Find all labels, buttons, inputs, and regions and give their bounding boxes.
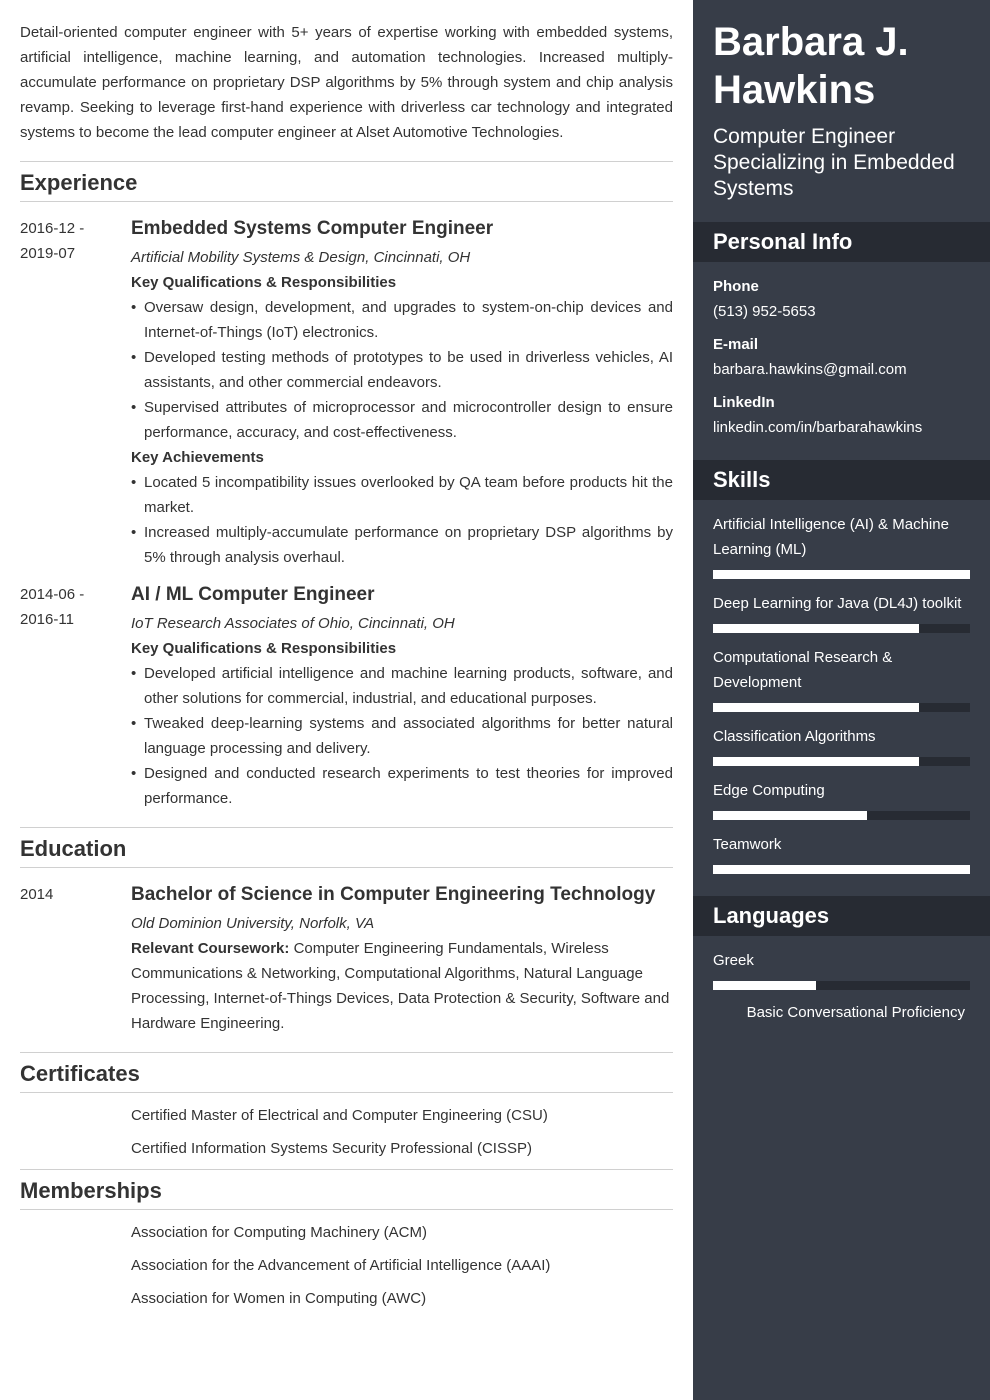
list-item: • Developed testing methods of prototypes to be used in driverless vehicles, AI assistants, and other commercial endeavors.	[131, 345, 673, 395]
skill-bar-fill	[713, 865, 970, 874]
language-bar-fill	[713, 981, 816, 990]
employer: IoT Research Associates of Ohio, Cincinnati, OH	[131, 615, 455, 632]
skills-heading: Skills	[693, 460, 990, 500]
experience-section-header	[20, 161, 673, 202]
email-value: barbara.hawkins@gmail.com	[713, 361, 907, 378]
sidebar	[693, 0, 990, 1400]
skill-bar	[713, 757, 970, 766]
certificates-heading: Certificates	[20, 1061, 140, 1086]
summary: Detail-oriented computer engineer with 5+ years of expertise working with embedded systems, artificial intelligence, machine learning, and automation technologies. Increased multiply-accumulate performance on proprietary DSP algorithms by 5% through system and chip analysis revamp. Seeking to leverage first-hand experience with driverless car technology and integrated systems to become the lead computer engineer at Alset Automotive Technologies.	[20, 24, 673, 141]
membership-item: Association for the Advancement of Artificial Intelligence (AAAI)	[131, 1257, 551, 1274]
languages-list	[693, 948, 990, 1025]
coursework-text: Computer Engineering Fundamentals, Wireless Communications & Networking, Computational Algorithms, Natural Language Processing, Internet-of-Things Devices, Data Protection & Security, Software and Hardware Engineering.	[131, 940, 670, 1032]
skill-bar	[713, 703, 970, 712]
language-bar	[713, 981, 970, 990]
skill-bar	[713, 570, 970, 579]
skill-item	[713, 645, 970, 712]
skill-item	[713, 832, 970, 874]
phone-label: Phone	[713, 278, 759, 295]
language-item	[713, 948, 970, 1025]
list-item: • Located 5 incompatibility issues overlooked by QA team before products hit the market.	[131, 470, 673, 520]
achievements-list	[131, 470, 673, 570]
linkedin-label: LinkedIn	[713, 394, 775, 411]
experience-entry	[20, 582, 673, 811]
skill-item	[713, 724, 970, 766]
membership-item: Association for Computing Machinery (ACM)	[131, 1224, 427, 1241]
date-end: 2019-07	[20, 245, 76, 262]
skill-item	[713, 778, 970, 820]
date-start: 2014-06 -	[20, 586, 85, 603]
date-start: 2016-12 -	[20, 220, 85, 237]
list-item: • Tweaked deep-learning systems and associated algorithms for better natural language processing and delivery.	[131, 711, 673, 761]
experience-entry	[20, 216, 673, 570]
languages-heading: Languages	[693, 896, 990, 936]
skill-name: Computational Research & Development	[713, 649, 893, 691]
memberships-section-header	[20, 1169, 673, 1210]
entry-date	[20, 582, 131, 811]
skill-item	[713, 512, 970, 579]
list-item: • Oversaw design, development, and upgrades to system-on-chip devices and Internet-of-Things (IoT) electronics.	[131, 295, 673, 345]
entry-date	[20, 216, 131, 570]
qualifications-list	[131, 295, 673, 445]
membership-item: Association for Women in Computing (AWC)	[131, 1290, 427, 1307]
list-item: • Developed artificial intelligence and machine learning products, software, and other solutions for commercial, industrial, and educational purposes.	[131, 661, 673, 711]
qualifications-list	[131, 661, 673, 811]
skill-bar-fill	[713, 624, 919, 633]
skill-item	[713, 591, 970, 633]
skill-bar-fill	[713, 703, 919, 712]
skill-bar-fill	[713, 757, 919, 766]
email-label: E-mail	[713, 336, 759, 353]
education-heading: Education	[20, 836, 127, 861]
list-item: • Increased multiply-accumulate performance on proprietary DSP algorithms by 5% through analysis overhaul.	[131, 520, 673, 570]
memberships-list	[131, 1220, 673, 1311]
degree-title: Bachelor of Science in Computer Engineering Technology	[131, 884, 656, 905]
entry-body	[131, 216, 673, 570]
certificates-section-header	[20, 1052, 673, 1093]
education-date: 2014	[20, 886, 54, 903]
certificates-list	[131, 1103, 673, 1161]
entry-body	[131, 882, 673, 1036]
candidate-name: Barbara J. Hawkins	[713, 20, 909, 112]
qualifications-heading: Key Qualifications & Responsibilities	[131, 640, 397, 657]
skill-bar-fill	[713, 811, 867, 820]
skill-bar-fill	[713, 570, 970, 579]
employer: Artificial Mobility Systems & Design, Cincinnati, OH	[131, 249, 471, 266]
personal-info-heading: Personal Info	[693, 222, 990, 262]
skill-name: Edge Computing	[713, 782, 825, 799]
list-item: • Designed and conducted research experiments to test theories for improved performance.	[131, 761, 673, 811]
coursework	[131, 936, 673, 1036]
memberships-heading: Memberships	[20, 1178, 162, 1203]
candidate-headline: Computer Engineer Specializing in Embedded Systems	[713, 125, 955, 200]
skill-name: Classification Algorithms	[713, 728, 876, 745]
skills-list	[693, 512, 990, 874]
job-title: AI / ML Computer Engineer	[131, 584, 375, 605]
achievements-heading: Key Achievements	[131, 449, 264, 466]
school: Old Dominion University, Norfolk, VA	[131, 915, 375, 932]
job-title: Embedded Systems Computer Engineer	[131, 218, 494, 239]
language-name: Greek	[713, 952, 754, 969]
skill-bar	[713, 865, 970, 874]
skill-bar	[713, 624, 970, 633]
certificate-item: Certified Master of Electrical and Computer Engineering (CSU)	[131, 1107, 548, 1124]
language-proficiency: Basic Conversational Proficiency	[746, 1004, 965, 1021]
education-entry	[20, 882, 673, 1036]
list-item: • Supervised attributes of microprocessor and microcontroller design to ensure performance, accuracy, and cost-effectiveness.	[131, 395, 673, 445]
phone-value: (513) 952-5653	[713, 303, 816, 320]
experience-heading: Experience	[20, 170, 138, 195]
coursework-label: Relevant Coursework:	[131, 940, 290, 957]
entry-body	[131, 582, 673, 811]
date-end: 2016-11	[20, 611, 74, 628]
skill-name: Artificial Intelligence (AI) & Machine Learning (ML)	[713, 516, 949, 558]
education-section-header	[20, 827, 673, 868]
skill-name: Teamwork	[713, 836, 782, 853]
main-column	[20, 20, 673, 1319]
qualifications-heading: Key Qualifications & Responsibilities	[131, 274, 397, 291]
skill-bar	[713, 811, 970, 820]
linkedin-value: linkedin.com/in/barbarahawkins	[713, 419, 923, 436]
certificate-item: Certified Information Systems Security Professional (CISSP)	[131, 1140, 532, 1157]
personal-info	[693, 274, 990, 440]
skill-name: Deep Learning for Java (DL4J) toolkit	[713, 595, 962, 612]
